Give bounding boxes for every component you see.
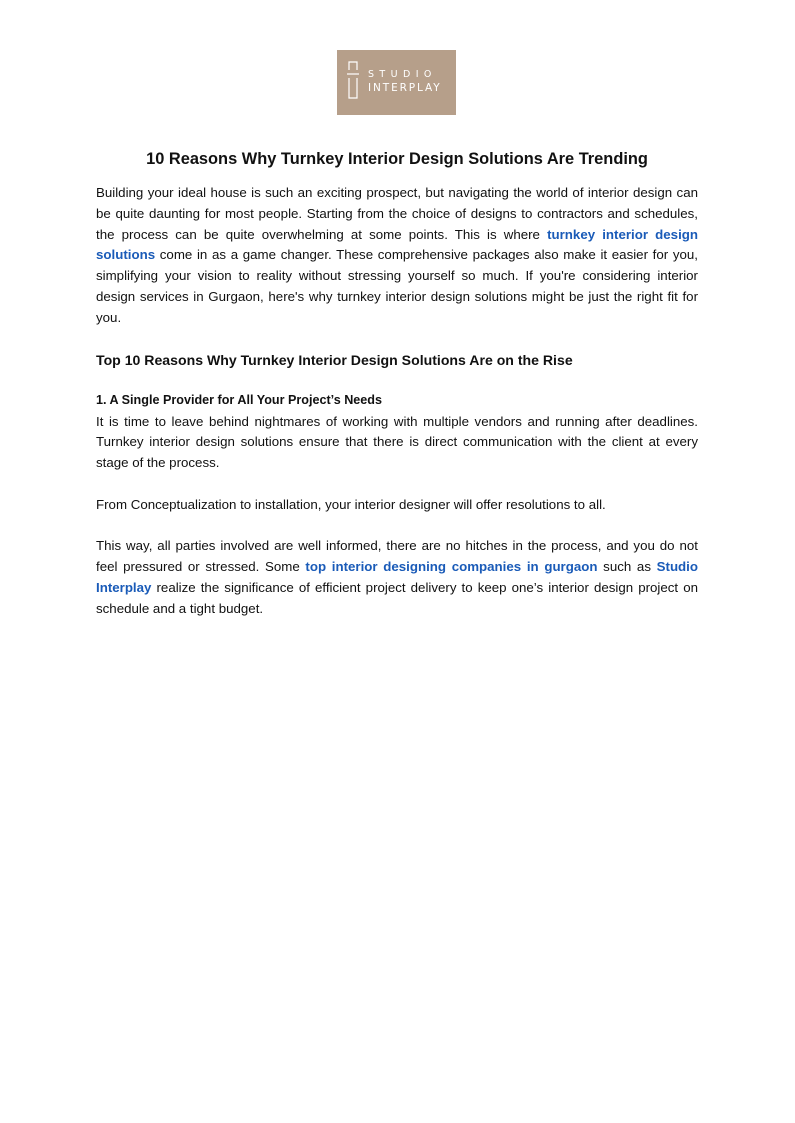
studio-interplay-link[interactable]: Studio Interplay [96, 559, 698, 595]
article-title: 10 Reasons Why Turnkey Interior Design Solutions Are Trending [146, 150, 648, 168]
studio-interplay-logo-mark-icon [345, 60, 361, 104]
reason-1-paragraph-2: From Conceptualization to installation, your interior designer will offer resolutions to all. [96, 496, 606, 512]
logo-line-interplay: INTERPLAY [368, 81, 442, 94]
intro-text-1: Building your ideal house is such an exciting prospect, but navigating the world of interior design can be quite daunting for most people. Starting from the choice of designs to contractors and schedules, the process can be quite overwhelming at some points. This is where [96, 185, 698, 242]
reason-1-paragraph-1: It is time to leave behind nightmares of working with multiple vendors and running after deadlines. Turnkey interior design solutions ensure that there is direct communication with the client at every stage of the process. [96, 413, 698, 471]
top-companies-gurgaon-link[interactable]: top interior designing companies in gurgaon [305, 559, 598, 575]
section-heading: Top 10 Reasons Why Turnkey Interior Design Solutions Are on the Rise [96, 351, 573, 368]
intro-text-2: come in as a game changer. These comprehensive packages also make it easier for you, simplifying your vision to reality without stressing yourself so much. If you're considering interior design services in Gurgaon, here's why turnkey interior design solutions might be just the right fit for you. [96, 247, 698, 325]
logo-wordmark [368, 70, 442, 93]
logo-line-studio: STUDIO [368, 69, 437, 80]
reason-1-heading: 1. A Single Provider for All Your Project’s Needs [96, 392, 383, 407]
turnkey-solutions-link[interactable]: turnkey interior design solutions [96, 226, 699, 263]
studio-interplay-logo [337, 50, 456, 115]
article [96, 148, 698, 620]
reason-1-p3-text-2: such as [597, 559, 657, 575]
reason-1-p3-text-3: realize the significance of efficient project delivery to keep one’s interior design project on schedule and a tight budget. [96, 579, 698, 616]
intro-paragraph [96, 183, 698, 329]
reason-1-p3-text-1: This way, all parties involved are well informed, there are no hitches in the process, and you do not feel pressured or stressed. Some [96, 538, 698, 575]
reason-1-paragraph-3 [96, 536, 698, 619]
